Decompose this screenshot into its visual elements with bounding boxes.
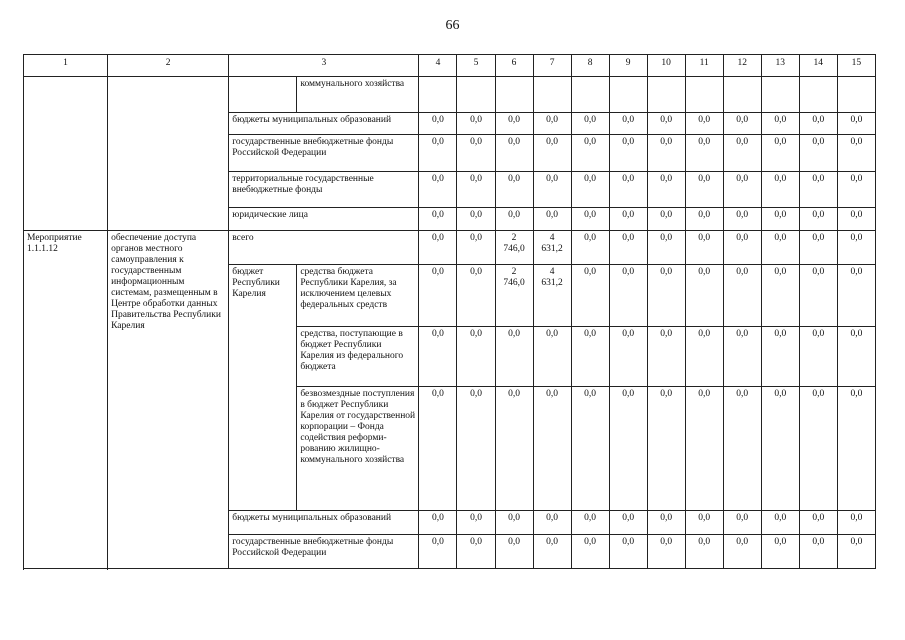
measure-name: Мероприятие 1.1.1.12 <box>24 231 108 569</box>
value-text: 4 631,2 <box>541 267 563 288</box>
value-text: 0,0 <box>622 513 635 523</box>
value-cell <box>685 265 723 327</box>
value-text: 0,0 <box>622 115 635 125</box>
value-text: 0,0 <box>470 174 482 184</box>
empty-cell <box>24 77 108 231</box>
header-cell: 14 <box>799 55 837 77</box>
source-label: безвозмездные поступления в бюджет Республики Карелия от государственной корпорации – Фонда содействия реформированию жилищно-коммунального хозяйства <box>297 387 419 511</box>
value-cell <box>761 208 799 231</box>
value-text: 0,0 <box>736 537 749 547</box>
budget-group-label: бюджет Республики Карелия <box>229 265 297 511</box>
value-text: 0,0 <box>432 389 444 399</box>
value-cell <box>837 327 875 387</box>
header-cell: 13 <box>761 55 799 77</box>
value-cell <box>685 208 723 231</box>
header-cell: 10 <box>647 55 685 77</box>
value-cell <box>419 113 457 135</box>
value-text: 0,0 <box>546 174 558 184</box>
value-text: 0,0 <box>432 210 444 220</box>
value-cell <box>495 172 533 208</box>
value-cell <box>571 327 609 387</box>
value-cell <box>685 135 723 172</box>
value-cell <box>685 327 723 387</box>
column-number-header-row <box>24 55 876 77</box>
value-cell <box>533 265 571 327</box>
value-cell <box>571 135 609 172</box>
value-text: 0,0 <box>850 137 863 147</box>
value-cell <box>761 265 799 327</box>
value-cell <box>723 535 761 569</box>
value-text: 0,0 <box>698 329 711 339</box>
value-cell <box>685 511 723 535</box>
value-text: 0,0 <box>470 537 482 547</box>
value-text: 0,0 <box>432 537 444 547</box>
value-text: 0,0 <box>660 174 673 184</box>
value-cell <box>761 387 799 511</box>
value-text: 0,0 <box>470 329 482 339</box>
value-cell <box>647 535 685 569</box>
value-text: 0,0 <box>546 137 558 147</box>
value-text: 0,0 <box>736 210 749 220</box>
value-cell <box>837 231 875 265</box>
value-cell <box>761 231 799 265</box>
value-text: 0,0 <box>546 329 558 339</box>
value-text: 0,0 <box>432 233 444 243</box>
value-cell <box>837 511 875 535</box>
value-cell <box>609 327 647 387</box>
value-cell <box>457 172 495 208</box>
header-cell: 7 <box>533 55 571 77</box>
value-cell <box>761 535 799 569</box>
source-label: юридические лица <box>229 208 419 231</box>
value-cell <box>457 113 495 135</box>
header-cell: 12 <box>723 55 761 77</box>
value-text: 0,0 <box>850 513 863 523</box>
value-text: 0,0 <box>812 174 825 184</box>
value-text: 2 746,0 <box>503 267 525 288</box>
value-text: 0,0 <box>698 174 711 184</box>
value-cell <box>799 387 837 511</box>
value-text: 0,0 <box>470 513 482 523</box>
value-text: 0,0 <box>774 174 787 184</box>
value-text: 0,0 <box>432 329 444 339</box>
value-cell <box>533 172 571 208</box>
value-cell <box>685 231 723 265</box>
value-cell <box>571 511 609 535</box>
value-text: 0,0 <box>698 537 711 547</box>
value-cell <box>609 113 647 135</box>
value-cell <box>495 135 533 172</box>
value-cell <box>723 387 761 511</box>
value-cell <box>837 387 875 511</box>
source-label: государственные внебюджетные фонды Российской Федерации <box>229 535 419 569</box>
value-text: 0,0 <box>470 389 482 399</box>
value-text: 0,0 <box>850 537 863 547</box>
value-cell <box>495 327 533 387</box>
value-cell <box>495 113 533 135</box>
value-cell <box>533 387 571 511</box>
value-text: 0,0 <box>812 137 825 147</box>
value-text: 0,0 <box>660 137 673 147</box>
value-cell <box>647 113 685 135</box>
value-cell <box>571 387 609 511</box>
value-text: 0,0 <box>508 137 520 147</box>
value-cell <box>799 135 837 172</box>
value-cell <box>533 135 571 172</box>
page-number: 66 <box>445 18 460 33</box>
value-cell <box>571 265 609 327</box>
header-cell: 11 <box>685 55 723 77</box>
value-cell <box>799 231 837 265</box>
value-text: 0,0 <box>584 329 597 339</box>
value-text: 0,0 <box>698 137 711 147</box>
value-text: 0,0 <box>470 233 482 243</box>
value-cell <box>495 231 533 265</box>
value-cell <box>571 113 609 135</box>
value-text: 0,0 <box>850 233 863 243</box>
value-cell <box>457 327 495 387</box>
value-text: 0,0 <box>584 537 597 547</box>
value-text: 0,0 <box>622 329 635 339</box>
value-text: 0,0 <box>850 267 863 277</box>
table-row <box>24 231 876 265</box>
value-text: 0,0 <box>774 513 787 523</box>
value-text: 0,0 <box>470 267 482 277</box>
value-cell <box>647 387 685 511</box>
value-text: 0,0 <box>622 174 635 184</box>
value-text: 0,0 <box>812 115 825 125</box>
value-cell <box>799 208 837 231</box>
value-cell <box>571 172 609 208</box>
value-cell <box>799 511 837 535</box>
value-text: 0,0 <box>774 137 787 147</box>
value-cell <box>609 172 647 208</box>
value-cell <box>457 387 495 511</box>
source-label: средства бюджета Республики Карелия, за исключением целевых федеральных средств <box>297 265 419 327</box>
value-text: 0,0 <box>660 267 673 277</box>
header-cell: 2 <box>108 55 229 77</box>
empty-cell <box>229 77 297 113</box>
value-cell <box>419 387 457 511</box>
value-text: 0,0 <box>812 389 825 399</box>
value-text: 0,0 <box>850 210 863 220</box>
value-cell <box>799 113 837 135</box>
value-text: 0,0 <box>736 329 749 339</box>
value-cell <box>723 113 761 135</box>
value-text: 0,0 <box>774 115 787 125</box>
value-text: 0,0 <box>470 115 482 125</box>
value-text: 0,0 <box>736 267 749 277</box>
source-label: территориальные государственные внебюджетные фонды <box>229 172 419 208</box>
value-cell <box>647 265 685 327</box>
value-cell <box>457 208 495 231</box>
value-text: 0,0 <box>508 513 520 523</box>
value-cell <box>647 511 685 535</box>
value-text: 0,0 <box>698 513 711 523</box>
value-cell <box>419 172 457 208</box>
value-text: 0,0 <box>546 513 558 523</box>
header-cell: 5 <box>457 55 495 77</box>
value-cell <box>533 113 571 135</box>
value-cell <box>457 265 495 327</box>
header-cell: 1 <box>24 55 108 77</box>
value-cell <box>799 265 837 327</box>
value-cell <box>647 327 685 387</box>
value-cell <box>837 172 875 208</box>
empty-cell <box>108 77 229 231</box>
value-cell <box>609 535 647 569</box>
value-text: 0,0 <box>774 329 787 339</box>
value-text: 0,0 <box>850 115 863 125</box>
value-text: 0,0 <box>850 174 863 184</box>
value-text: 0,0 <box>432 115 444 125</box>
value-text: 0,0 <box>584 513 597 523</box>
value-text: 0,0 <box>508 537 520 547</box>
value-text: 0,0 <box>698 115 711 125</box>
value-text: 0,0 <box>584 115 597 125</box>
value-cell <box>647 231 685 265</box>
value-text: 0,0 <box>812 513 825 523</box>
value-text: 0,0 <box>698 267 711 277</box>
value-text: 0,0 <box>774 233 787 243</box>
value-cell <box>533 535 571 569</box>
value-text: 0,0 <box>812 537 825 547</box>
value-cell <box>419 535 457 569</box>
header-cell: 9 <box>609 55 647 77</box>
value-cell <box>495 511 533 535</box>
value-text: 0,0 <box>508 115 520 125</box>
value-text: 0,0 <box>736 174 749 184</box>
value-text: 0,0 <box>660 115 673 125</box>
value-cell <box>609 135 647 172</box>
source-label: коммунального хозяйства <box>297 77 419 113</box>
value-text: 0,0 <box>736 233 749 243</box>
value-cell <box>571 208 609 231</box>
value-text: 0,0 <box>660 537 673 547</box>
value-text: 0,0 <box>850 389 863 399</box>
value-text: 4 631,2 <box>541 233 563 254</box>
source-label: всего <box>229 231 419 265</box>
value-text: 0,0 <box>736 513 749 523</box>
value-cell <box>419 135 457 172</box>
value-text: 0,0 <box>546 210 558 220</box>
header-cell: 8 <box>571 55 609 77</box>
value-cell <box>419 231 457 265</box>
header-cell: 6 <box>495 55 533 77</box>
value-cell <box>723 511 761 535</box>
value-text: 0,0 <box>432 174 444 184</box>
value-text: 0,0 <box>736 389 749 399</box>
value-text: 0,0 <box>470 137 482 147</box>
value-text: 2 746,0 <box>503 233 525 254</box>
value-cell <box>533 231 571 265</box>
value-text: 0,0 <box>660 389 673 399</box>
source-label: средства, поступающие в бюджет Республики Карелия из федерального бюджета <box>297 327 419 387</box>
value-cell <box>609 387 647 511</box>
value-text: 0,0 <box>774 389 787 399</box>
value-cell <box>799 327 837 387</box>
value-cell <box>723 208 761 231</box>
value-cell <box>685 172 723 208</box>
value-cell <box>647 135 685 172</box>
header-cell: 3 <box>229 55 419 77</box>
value-cell <box>609 265 647 327</box>
value-text: 0,0 <box>546 115 558 125</box>
value-cell <box>419 265 457 327</box>
header-cell: 15 <box>837 55 875 77</box>
value-cell <box>495 265 533 327</box>
source-label: государственные внебюджетные фонды Российской Федерации <box>229 135 419 172</box>
header-cell: 4 <box>419 55 457 77</box>
value-text: 0,0 <box>584 174 597 184</box>
value-cell <box>723 172 761 208</box>
value-cell <box>837 135 875 172</box>
value-cell <box>495 387 533 511</box>
value-text: 0,0 <box>774 210 787 220</box>
value-text: 0,0 <box>508 174 520 184</box>
value-text: 0,0 <box>622 210 635 220</box>
value-text: 0,0 <box>812 233 825 243</box>
value-text: 0,0 <box>622 233 635 243</box>
value-cell <box>457 135 495 172</box>
value-text: 0,0 <box>622 137 635 147</box>
value-cell <box>609 511 647 535</box>
value-cell <box>723 327 761 387</box>
value-text: 0,0 <box>546 389 558 399</box>
value-text: 0,0 <box>584 389 597 399</box>
value-cell <box>799 172 837 208</box>
value-text: 0,0 <box>508 210 520 220</box>
value-cell <box>609 231 647 265</box>
value-text: 0,0 <box>432 137 444 147</box>
table-row <box>24 77 876 113</box>
value-cell <box>533 208 571 231</box>
value-cell <box>723 265 761 327</box>
value-cell <box>761 113 799 135</box>
value-text: 0,0 <box>622 267 635 277</box>
value-text: 0,0 <box>546 537 558 547</box>
value-text: 0,0 <box>660 329 673 339</box>
value-cell <box>495 535 533 569</box>
value-text: 0,0 <box>622 389 635 399</box>
value-cell <box>723 231 761 265</box>
value-text: 0,0 <box>584 137 597 147</box>
value-cell <box>837 535 875 569</box>
measure-description: обеспечение доступа органов местного самоуправления к государственным информационным системам, размещенным в Центре обработки данных Правительства Республики Карелия <box>108 231 229 569</box>
value-text: 0,0 <box>698 389 711 399</box>
value-cell <box>533 511 571 535</box>
source-label: бюджеты муниципальных образований <box>229 113 419 135</box>
value-text: 0,0 <box>736 137 749 147</box>
value-text: 0,0 <box>812 267 825 277</box>
value-cell <box>419 327 457 387</box>
value-text: 0,0 <box>622 537 635 547</box>
value-cell <box>457 231 495 265</box>
value-text: 0,0 <box>774 267 787 277</box>
value-text: 0,0 <box>660 210 673 220</box>
value-text: 0,0 <box>432 513 444 523</box>
value-cell <box>685 535 723 569</box>
value-cell <box>419 511 457 535</box>
value-text: 0,0 <box>470 210 482 220</box>
value-text: 0,0 <box>508 389 520 399</box>
value-text: 0,0 <box>812 329 825 339</box>
value-cell <box>571 535 609 569</box>
value-cell <box>533 327 571 387</box>
value-cell <box>799 535 837 569</box>
value-text: 0,0 <box>584 233 597 243</box>
value-text: 0,0 <box>584 267 597 277</box>
value-cell <box>837 208 875 231</box>
value-text: 0,0 <box>850 329 863 339</box>
value-cell <box>761 172 799 208</box>
value-cell <box>723 135 761 172</box>
value-cell <box>685 113 723 135</box>
value-cell <box>647 172 685 208</box>
value-text: 0,0 <box>508 329 520 339</box>
value-text: 0,0 <box>812 210 825 220</box>
value-text: 0,0 <box>698 210 711 220</box>
value-cell <box>571 231 609 265</box>
value-cell <box>761 511 799 535</box>
value-cell <box>457 511 495 535</box>
source-label: бюджеты муниципальных образований <box>229 511 419 535</box>
value-text: 0,0 <box>660 233 673 243</box>
value-text: 0,0 <box>432 267 444 277</box>
value-cell <box>609 208 647 231</box>
value-cell <box>457 535 495 569</box>
value-cell <box>419 208 457 231</box>
budget-table <box>23 54 876 569</box>
value-text: 0,0 <box>698 233 711 243</box>
value-cell <box>647 208 685 231</box>
value-cell <box>837 113 875 135</box>
value-text: 0,0 <box>736 115 749 125</box>
value-cell <box>495 208 533 231</box>
value-text: 0,0 <box>660 513 673 523</box>
value-cell <box>761 135 799 172</box>
value-text: 0,0 <box>774 537 787 547</box>
value-cell <box>761 327 799 387</box>
value-cell <box>837 265 875 327</box>
value-text: 0,0 <box>584 210 597 220</box>
value-cell <box>685 387 723 511</box>
